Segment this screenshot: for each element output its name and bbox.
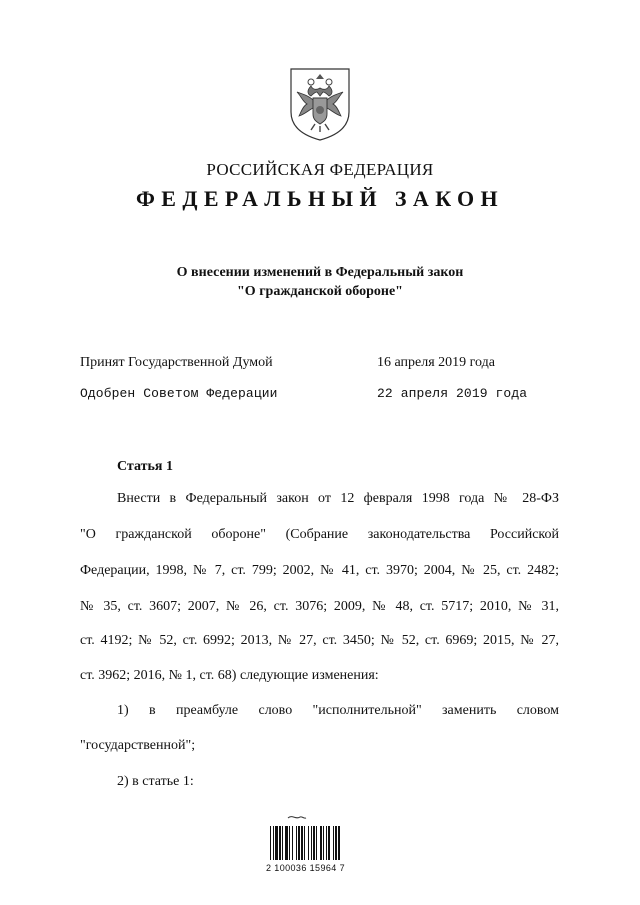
barcode-bar <box>282 826 283 860</box>
barcode-bar <box>323 826 324 860</box>
barcode <box>268 814 368 867</box>
article-text-line: ст. 3962; 2016, № 1, ст. 68) следующие изменения: <box>80 668 379 683</box>
barcode-bar <box>333 826 334 860</box>
barcode-bar <box>320 826 322 860</box>
barcode-bar <box>304 826 305 860</box>
article-title: Статья 1 <box>117 459 173 474</box>
document-type-title: ФЕДЕРАЛЬНЫЙ ЗАКОН <box>135 186 505 211</box>
barcode-bar <box>313 826 315 860</box>
barcode-bar <box>296 826 297 860</box>
country-heading: РОССИЙСКАЯ ФЕДЕРАЦИЯ <box>206 160 434 179</box>
barcode-bar <box>270 826 271 860</box>
article-item-line: "государственной"; <box>80 738 196 753</box>
article-item-line: 1) в преамбуле слово "исполнительной" заменить словом <box>117 703 559 718</box>
barcode-bar <box>292 826 293 860</box>
signature-mark <box>288 817 306 819</box>
barcode-bar <box>326 826 327 860</box>
article-text-line: № 35, ст. 3607; 2007, № 26, ст. 3076; 2009, № 48, ст. 5717; 2010, № 31, <box>80 599 559 614</box>
duma-adoption-label: Принят Государственной Думой <box>80 355 273 370</box>
russian-coat-of-arms-icon <box>287 66 353 142</box>
barcode-bar <box>338 826 340 860</box>
council-approval-label: Одобрен Советом Федерации <box>80 386 278 401</box>
barcode-bar <box>279 826 281 860</box>
council-approval-date: 22 апреля 2019 года <box>377 386 528 401</box>
duma-adoption-date: 16 апреля 2019 года <box>377 355 495 370</box>
barcode-digits: 2 100036 15964 7 <box>266 863 345 873</box>
law-subject-line-1: О внесении изменений в Федеральный закон <box>176 265 464 280</box>
barcode-bar <box>308 826 309 860</box>
barcode-bar <box>285 826 288 860</box>
barcode-bar <box>275 826 278 860</box>
law-subject-line-2: "О гражданской обороне" <box>237 284 403 299</box>
barcode-bar <box>316 826 317 860</box>
article-text-line: Федерации, 1998, № 7, ст. 799; 2002, № 41, ст. 3970; 2004, № 25, ст. 2482; <box>80 563 559 578</box>
article-text-line: Внести в Федеральный закон от 12 февраля 1998 года № 28-ФЗ <box>117 491 559 506</box>
barcode-bar <box>273 826 274 860</box>
article-text-line: "О гражданской обороне" (Собрание законодательства Российской <box>80 527 559 542</box>
barcode-bar <box>328 826 330 860</box>
barcode-bar <box>335 826 337 860</box>
article-text-line: ст. 4192; № 52, ст. 6992; 2013, № 27, ст. 3450; № 52, ст. 6969; 2015, № 27, <box>80 633 559 648</box>
article-item-line: 2) в статье 1: <box>117 774 194 789</box>
barcode-bar <box>301 826 303 860</box>
barcode-bar <box>298 826 300 860</box>
barcode-bar <box>289 826 290 860</box>
barcode-bar <box>311 826 312 860</box>
